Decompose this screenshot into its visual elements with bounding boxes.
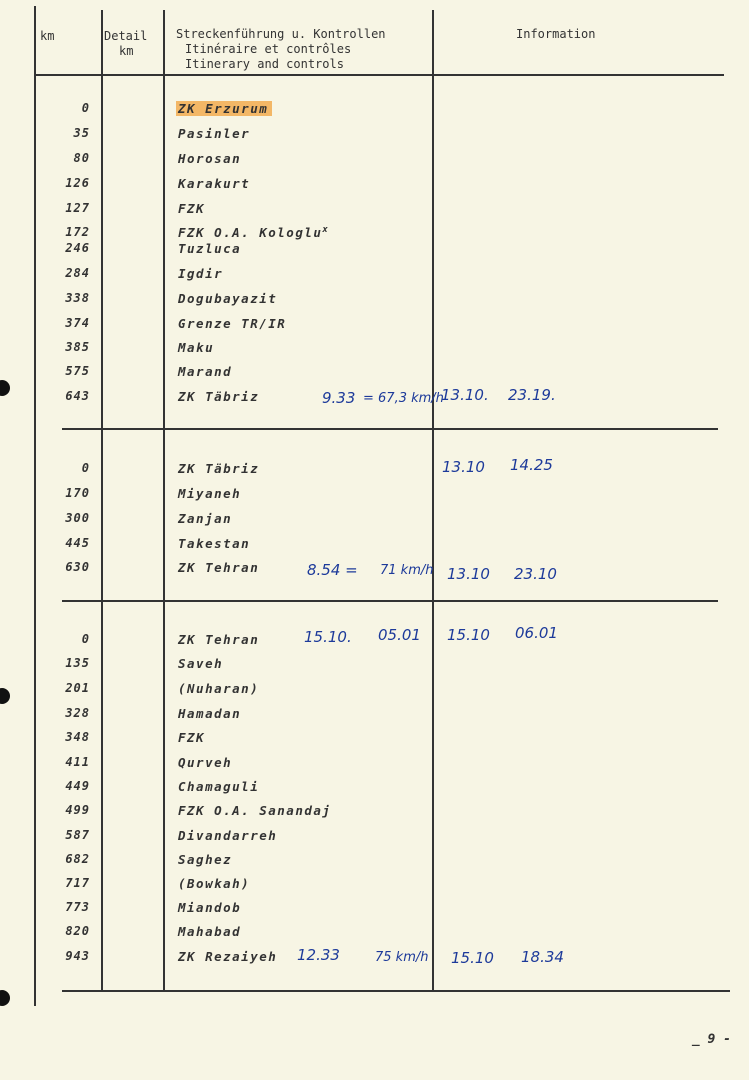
route-row [0, 241, 749, 261]
page-number: _ 9 - [691, 1032, 731, 1047]
km-value: 348 [65, 730, 90, 744]
header-detail: Detail [104, 29, 148, 43]
place-name: FZK [178, 730, 206, 745]
km-value: 717 [65, 876, 90, 890]
place-name: (Nuharan) [178, 681, 260, 696]
header-detail-unit: km [119, 44, 134, 58]
footnote-mark: x [322, 225, 330, 235]
header-route-german: Streckenführung u. Kontrollen [176, 27, 386, 41]
km-value: 682 [65, 852, 90, 866]
route-row [0, 706, 749, 726]
route-row [0, 201, 749, 221]
handwritten-duration: 12.33 [297, 946, 340, 964]
handwritten-date: 15.10. [304, 628, 352, 646]
handwritten-date: 15.10 [447, 626, 490, 644]
place-name: Grenze TR/IR [178, 316, 287, 331]
route-row [0, 681, 749, 701]
place-name: ZK Tehran [178, 560, 260, 575]
place-name: Horosan [178, 151, 242, 166]
place-text: FZK O.A. Kologlu [178, 225, 323, 241]
route-row [0, 340, 749, 360]
km-value: 374 [65, 316, 90, 330]
place-name: (Bowkah) [178, 876, 251, 891]
place-name: FZK [178, 201, 206, 216]
handwritten-time: 06.01 [515, 624, 558, 642]
place-name: ZK Rezaiyeh [178, 949, 278, 964]
km-value: 643 [65, 389, 90, 403]
route-row [0, 486, 749, 506]
place-name-highlighted: ZK Erzurum [176, 101, 272, 116]
route-row [0, 364, 749, 384]
place-name: Zanjan [178, 511, 233, 526]
km-value: 630 [65, 560, 90, 574]
place-name: FZK O.A. Sanandaj [178, 803, 332, 818]
place-name: Dogubayazit [178, 291, 278, 306]
handwritten-time: 05.01 [378, 626, 421, 644]
place-name: Marand [178, 364, 233, 379]
place-name: Pasinler [178, 126, 251, 141]
place-name: Miyaneh [178, 486, 242, 501]
header-route-french: Itinéraire et contrôles [185, 42, 352, 56]
handwritten-time: 18.34 [521, 948, 564, 966]
km-value: 300 [65, 511, 90, 525]
route-row [0, 900, 749, 920]
km-value: 445 [65, 536, 90, 550]
place-name: Mahabad [178, 924, 242, 939]
km-value: 773 [65, 900, 90, 914]
handwritten-duration: 9.33 [322, 389, 356, 407]
place-name: Tuzluca [178, 241, 242, 256]
route-row [0, 151, 749, 171]
route-row [0, 656, 749, 676]
place-name: Karakurt [178, 176, 251, 191]
route-row [0, 316, 749, 336]
route-row [0, 876, 749, 896]
km-value: 246 [65, 241, 90, 255]
place-name: Takestan [178, 536, 251, 551]
km-value: 80 [73, 151, 90, 165]
km-value: 338 [65, 291, 90, 305]
header-km: km [40, 29, 55, 43]
handwritten-duration: 8.54 = [307, 561, 358, 579]
place-name: ZK Tehran [178, 632, 260, 647]
route-row [0, 852, 749, 872]
handwritten-date: 13.10. [441, 386, 489, 404]
route-row [0, 101, 749, 121]
handwritten-time: 23.19. [508, 386, 556, 404]
handwritten-date: 13.10 [447, 565, 490, 583]
route-row [0, 266, 749, 286]
handwritten-time: 14.25 [510, 456, 553, 474]
place-name: Maku [178, 340, 215, 355]
place-name: ZK Täbriz [178, 389, 260, 404]
km-value: 820 [65, 924, 90, 938]
place-name: Chamaguli [178, 779, 260, 794]
route-row [0, 828, 749, 848]
km-value: 385 [65, 340, 90, 354]
route-row [0, 730, 749, 750]
route-row [0, 511, 749, 531]
place-name: Igdir [178, 266, 224, 281]
place-name [178, 225, 329, 240]
handwritten-date: 15.10 [451, 949, 494, 967]
header-information: Information [516, 27, 596, 41]
place-name: ZK Täbriz [178, 461, 260, 476]
place-name: Saghez [178, 852, 233, 867]
handwritten-speed: 75 km/h [375, 950, 429, 965]
route-row [0, 461, 749, 481]
handwritten-date: 13.10 [442, 458, 485, 476]
handwritten-time: 23.10 [514, 565, 557, 583]
km-value: 35 [73, 126, 90, 140]
km-value: 0 [81, 461, 90, 475]
section-rule [62, 428, 718, 430]
section-rule [62, 600, 718, 602]
route-row [0, 779, 749, 799]
km-value: 170 [65, 486, 90, 500]
km-value: 135 [65, 656, 90, 670]
route-row [0, 755, 749, 775]
km-value: 127 [65, 201, 90, 215]
km-value: 0 [81, 632, 90, 646]
km-value: 0 [81, 101, 90, 115]
place-name: Saveh [178, 656, 224, 671]
km-value: 201 [65, 681, 90, 695]
handwritten-speed: 71 km/h [380, 563, 434, 578]
route-row [0, 291, 749, 311]
header-route-english: Itinerary and controls [185, 57, 344, 71]
km-value: 328 [65, 706, 90, 720]
km-value: 499 [65, 803, 90, 817]
km-value: 449 [65, 779, 90, 793]
km-value: 172 [65, 225, 90, 239]
km-value: 126 [65, 176, 90, 190]
km-value: 943 [65, 949, 90, 963]
route-row [0, 803, 749, 823]
route-row [0, 632, 749, 652]
section-rule [62, 990, 730, 992]
binder-hole [0, 990, 10, 1006]
place-name: Divandarreh [178, 828, 278, 843]
route-row [0, 924, 749, 944]
handwritten-speed: = 67,3 km/h [363, 391, 444, 406]
place-name: Miandob [178, 900, 242, 915]
place-name: Hamadan [178, 706, 242, 721]
route-row [0, 536, 749, 556]
route-row [0, 560, 749, 580]
km-value: 575 [65, 364, 90, 378]
place-name: Qurveh [178, 755, 233, 770]
header-rule [34, 74, 724, 76]
km-value: 411 [65, 755, 90, 769]
route-row [0, 176, 749, 196]
km-value: 587 [65, 828, 90, 842]
route-row [0, 126, 749, 146]
km-value: 284 [65, 266, 90, 280]
